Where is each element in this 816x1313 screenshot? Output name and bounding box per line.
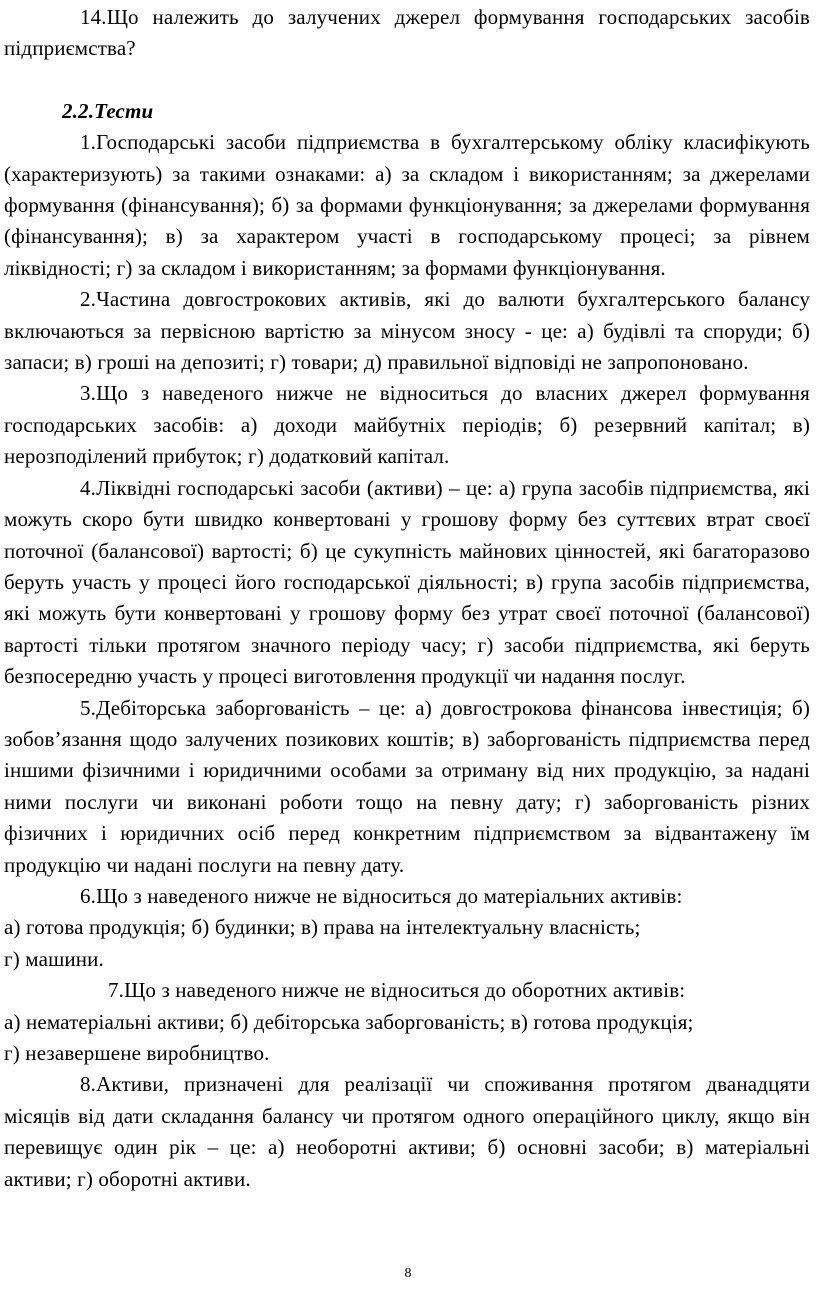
test-number: 8. xyxy=(80,1072,97,1097)
question-14 xyxy=(4,2,810,65)
test-item-1 xyxy=(4,127,810,284)
test-7-options-line-1: а) нематеріальні активи; б) дебіторська заборгованість; в) готова продукція; xyxy=(4,1009,694,1034)
test-number: 2. xyxy=(80,287,97,312)
test-question: Що з наведеного нижче не відноситься до матеріальних активів: xyxy=(96,883,683,908)
page-content xyxy=(4,2,810,1195)
test-number: 1. xyxy=(80,130,97,155)
test-6-options-line-2: г) машини. xyxy=(4,946,104,971)
test-text: Що з наведеного нижче не відноситься до власних джерел формування господарських засобів: а) доходи майбутніх періодів; б) резервний капітал; в) нерозподілений прибуток; г) додатковий капітал. xyxy=(4,381,810,469)
spacer xyxy=(4,65,810,96)
test-7-options-line-2: г) незавершене виробництво. xyxy=(4,1041,270,1065)
test-item-4 xyxy=(4,473,810,693)
test-6-options-line-1: а) готова продукція; б) будинки; в) права на інтелектуальну власність; xyxy=(4,915,641,940)
test-number: 4. xyxy=(80,475,97,500)
question-text: Що належить до залучених джерел формування господарських засобів підприємства? xyxy=(4,5,810,61)
test-text: Дебіторська заборгованість – це: а) довгострокова фінансова інвестиція; б) зобов’язання щодо залучених позикових коштів; в) заборгованість підприємства перед іншими фізичними і юридичними особами за отриману від них продукцію, за надані ними послуги чи виконані роботи тощо на певну дату; г) заборгованість різних фізичних і юридичних осіб перед конкретним підприємством за відвантажену їм продукцію чи надані послуги на певну дату. xyxy=(4,695,810,877)
section-heading: 2.2.Тести xyxy=(62,98,154,123)
test-item-7 xyxy=(4,975,810,1006)
test-item-2 xyxy=(4,284,810,378)
test-text: Господарські засоби підприємства в бухгалтерському обліку класифікують (характеризують) за такими ознаками: а) за складом і використанням; за джерелами формування (фінансування); б) за формами функціонування; за джерелами формування (фінансування); в) за характером участі в господарському процесі; за рівнем ліквідності; г) за складом і використанням; за формами функціонування. xyxy=(4,130,810,280)
test-text: Ліквідні господарські засоби (активи) – це: а) група засобів підприємства, які можуть скоро бути швидко конвертовані у грошову форму без суттєвих втрат своєї поточної (балансової) вартості; б) це сукупність майнових цінностей, які багаторазово беруть участь у процесі його господарської діяльності; в) група засобів підприємства, які можуть бути конвертовані у грошову форму без утрат своєї поточної (балансової) вартості тільки протягом значного періоду часу; г) засоби підприємства, які беруть безпосередню участь у процесі виготовлення продукції чи надання послуг. xyxy=(4,475,810,689)
question-number: 14. xyxy=(80,5,107,29)
test-item-3 xyxy=(4,378,810,472)
page-number: 8 xyxy=(404,1266,412,1281)
test-number: 6. xyxy=(80,883,97,908)
test-number: 7. xyxy=(108,978,125,1003)
test-item-8 xyxy=(4,1069,810,1195)
test-question: Що з наведеного нижче не відноситься до оборотних активів: xyxy=(124,978,686,1003)
test-item-6 xyxy=(4,881,810,912)
test-number: 3. xyxy=(80,381,97,406)
test-item-5 xyxy=(4,693,810,881)
test-number: 5. xyxy=(80,695,97,720)
test-text: Активи, призначені для реалізації чи споживання протягом дванадцяти місяців від дати складання балансу чи протягом одного операційного циклу, якщо він перевищує один рік – це: а) необоротні активи; б) основні засоби; в) матеріальні активи; г) оборотні активи. xyxy=(4,1072,810,1191)
test-text: Частина довгострокових активів, які до валюти бухгалтерського балансу включаються за первісною вартістю за мінусом зносу - це: а) будівлі та споруди; б) запаси; в) гроші на депозиті; г) товари; д) правильної відповіді не запропоновано. xyxy=(4,287,810,375)
